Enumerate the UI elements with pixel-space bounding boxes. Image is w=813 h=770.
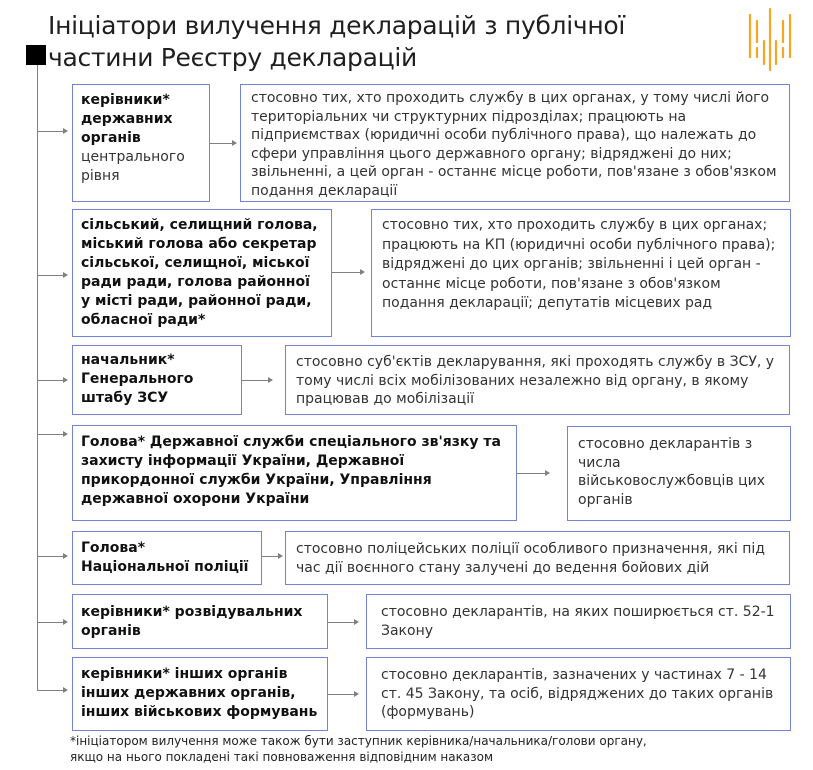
scope-box-special-services [567,426,791,521]
link-connector [328,622,356,623]
arrow-icon [63,377,68,383]
link-connector [332,272,362,273]
scope-box-other-bodies [366,657,791,731]
scope-box-central-bodies [240,84,790,202]
arrow-icon [63,687,68,693]
arrow-icon [63,553,68,559]
arrow-icon [354,619,359,625]
arrow-icon [278,553,283,559]
initiator-label: керівники* розвідувальних органів [81,604,303,639]
scope-box-local-heads [371,209,791,337]
initiator-box-other-bodies [72,657,328,731]
branch-connector [37,622,65,623]
arrow-icon [354,691,359,697]
initiator-box-intelligence [72,594,328,649]
initiator-label: Голова* Державної служби спеціального зв'язку та захисту інформації України, Державної прикордонної служби України, Управління державної охорони України [81,434,501,507]
scope-text: стосовно тих, хто проходить службу в цих органах, у тому числі його територіальних чи структурних підрозділах; працюють на підприємствах (юридичні особи публічного права), що належать до сфери управління цього державного органу; відряджені до них; звільненні, а цей орган - останнє місце роботи, пов'язане з обов'язком подання декларації [251,90,777,199]
initiator-label: керівники* інших органів інших державних органів, інших військових формувань [81,666,318,720]
scope-text: стосовно поліцейських поліції особливого призначення, які під час дії воєнного стану залучені до ведення бойових дій [296,541,765,576]
arrow-icon [232,140,237,146]
scope-box-general-staff [285,345,790,415]
branch-connector [37,380,65,381]
link-connector [517,473,547,474]
title-line-1: Ініціатори вилучення декларацій з публічної [48,11,626,40]
initiator-label: керівники* державних органів [81,92,173,146]
scope-text: стосовно декларантів, зазначених у частинах 7 - 14 ст. 45 Закону, та осіб, відряджених до таких органів (формувань) [381,667,774,720]
tree-root-marker [26,45,46,65]
page-title [48,10,625,74]
initiator-sublabel: центрального рівня [81,149,185,184]
branch-connector [37,556,65,557]
initiator-box-general-staff [72,345,242,415]
trident-bars-logo [748,5,796,73]
arrow-icon [63,619,68,625]
arrow-icon [63,128,68,134]
scope-box-national-police [285,531,790,585]
footnote-line-2: якщо на нього покладені такі повноваження відповідним наказом [70,750,494,764]
title-line-2: частини Реєстру декларацій [48,43,417,72]
scope-text: стосовно суб'єктів декларування, які проходять службу в ЗСУ, у тому числі всіх мобілізованих незалежно від органу, в якому працював до мобілізації [296,354,775,407]
scope-text: стосовно тих, хто проходить службу в цих органах; працюють на КП (юридичні особи публічного права); відряджені до цих органів; звільненні і цей орган - останнє місце роботи, пов'язане з обов'язком подання декларації; депутатів місцевих рад [382,217,776,311]
link-connector [328,694,356,695]
scope-text: стосовно декларантів з числа військовослужбовців цих органів [578,436,766,508]
arrow-icon [545,470,550,476]
scope-text: стосовно декларантів, на яких поширюється ст. 52-1 Закону [381,604,775,639]
initiator-label: сільський, селищний голова, міський голова або секретар сільської, селищної, міської ради ради, голова районної у місті ради, районної ради, обласної ради* [81,217,318,328]
tree-trunk-line [37,65,38,691]
link-connector [210,143,234,144]
arrow-icon [268,377,273,383]
arrow-icon [360,269,365,275]
initiator-box-national-police [72,531,262,585]
link-connector [242,380,270,381]
branch-connector [37,434,65,435]
initiator-label: Голова* Національної поліції [81,540,249,575]
footnote [70,733,647,765]
footnote-line-1: *ініціатором вилучення може також бути заступник керівника/начальника/голови органу, [70,734,647,748]
initiator-box-special-services [72,425,517,521]
arrow-icon [63,431,68,437]
branch-connector [37,275,65,276]
initiator-box-central-bodies [72,84,210,202]
initiator-label: начальник* Генерального штабу ЗСУ [81,352,194,406]
initiator-box-local-heads [72,209,332,337]
branch-connector [37,131,65,132]
branch-connector [37,690,65,691]
scope-box-intelligence [366,594,791,649]
arrow-icon [63,272,68,278]
